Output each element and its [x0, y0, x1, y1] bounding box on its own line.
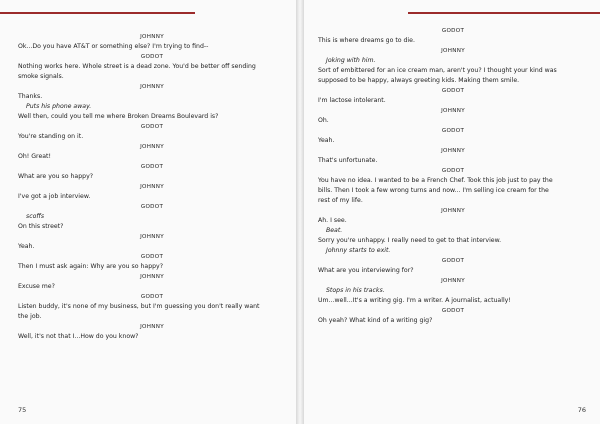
book-gutter: [296, 0, 304, 424]
dialogue-line: Ah. I see.: [318, 217, 347, 224]
dialogue-line: smoke signals.: [18, 73, 64, 80]
speaker-name: GODOT: [441, 168, 465, 174]
stage-direction: Joking with him.: [326, 57, 376, 64]
speaker-name: JOHNNY: [140, 184, 164, 190]
speaker-name: GODOT: [140, 204, 164, 210]
right-header-rule: [408, 12, 600, 14]
speaker-name: JOHNNY: [140, 34, 164, 40]
dialogue-line: This is where dreams go to die.: [318, 37, 415, 44]
dialogue-line: Um...well...It's a writing gig. I'm a writer. A journalist, actually!: [318, 297, 511, 304]
speaker-name: GODOT: [441, 128, 465, 134]
dialogue-line: the job.: [18, 313, 42, 320]
stage-direction: Beat.: [326, 227, 343, 234]
dialogue-line: Well then, could you tell me where Broken Dreams Boulevard is?: [18, 113, 219, 120]
stage-direction: Johnny starts to exit.: [326, 247, 391, 254]
dialogue-line: What are you interviewing for?: [318, 267, 414, 274]
speaker-name: GODOT: [140, 294, 164, 300]
speaker-name: JOHNNY: [140, 144, 164, 150]
speaker-name: GODOT: [140, 124, 164, 130]
dialogue-line: That's unfortunate.: [318, 157, 378, 164]
speaker-name: JOHNNY: [140, 84, 164, 90]
dialogue-line: Then I must ask again: Why are you so happy?: [18, 263, 163, 270]
left-page-number: 75: [18, 406, 27, 414]
dialogue-line: Thanks.: [18, 93, 43, 100]
dialogue-line: rest of my life.: [318, 197, 363, 204]
dialogue-line: supposed to be happy, always greeting kids. Making them smile.: [318, 77, 520, 84]
speaker-name: JOHNNY: [441, 278, 465, 284]
dialogue-line: Sorry you're unhappy. I really need to get to that interview.: [318, 237, 502, 244]
left-page-body: [18, 32, 286, 342]
speaker-name: JOHNNY: [140, 234, 164, 240]
speaker-name: GODOT: [441, 88, 465, 94]
dialogue-line: Ok...Do you have AT&T or something else? I'm trying to find--: [18, 43, 209, 50]
speaker-name: JOHNNY: [140, 324, 164, 330]
dialogue-line: Oh yeah? What kind of a writing gig?: [318, 317, 433, 324]
speaker-name: GODOT: [441, 28, 465, 34]
dialogue-line: On this street?: [18, 223, 64, 230]
speaker-name: JOHNNY: [441, 148, 465, 154]
speaker-name: GODOT: [441, 258, 465, 264]
stage-direction: scoffs: [26, 213, 45, 220]
dialogue-line: I've got a job interview.: [18, 193, 91, 200]
dialogue-line: Nothing works here. Whole street is a dead zone. You'd be better off sending: [18, 63, 256, 70]
dialogue-line: Excuse me?: [18, 283, 55, 290]
dialogue-line: Yeah.: [318, 137, 335, 144]
dialogue-line: You have no idea. I wanted to be a French Chef. Took this job just to pay the: [318, 177, 553, 184]
dialogue-line: Well, it's not that I...How do you know?: [18, 333, 139, 340]
dialogue-line: Oh! Great!: [18, 153, 51, 160]
dialogue-line: I'm lactose intolerant.: [318, 97, 386, 104]
speaker-name: GODOT: [140, 254, 164, 260]
speaker-name: GODOT: [441, 308, 465, 314]
speaker-name: GODOT: [140, 164, 164, 170]
speaker-name: JOHNNY: [441, 48, 465, 54]
speaker-name: JOHNNY: [140, 274, 164, 280]
right-page-body: [318, 26, 588, 326]
right-page-number: 76: [577, 406, 586, 414]
dialogue-line: Oh.: [318, 117, 329, 124]
speaker-name: JOHNNY: [441, 108, 465, 114]
speaker-name: JOHNNY: [441, 208, 465, 214]
stage-direction: Puts his phone away.: [26, 103, 92, 110]
dialogue-line: You're standing on it.: [18, 133, 84, 140]
dialogue-line: Sort of embittered for an ice cream man, aren't you? I thought your kind was: [318, 67, 557, 74]
dialogue-line: What are you so happy?: [18, 173, 94, 180]
dialogue-line: Yeah.: [18, 243, 35, 250]
dialogue-line: Listen buddy, it's none of my business, but I'm guessing you don't really want: [18, 303, 260, 310]
speaker-name: GODOT: [140, 54, 164, 60]
left-header-rule: [0, 12, 195, 14]
dialogue-line: bills. Then I took a few wrong turns and now... I'm selling ice cream for the: [318, 187, 549, 194]
stage-direction: Stops in his tracks.: [326, 287, 385, 294]
left-page: [0, 0, 296, 424]
right-page: [304, 0, 600, 424]
